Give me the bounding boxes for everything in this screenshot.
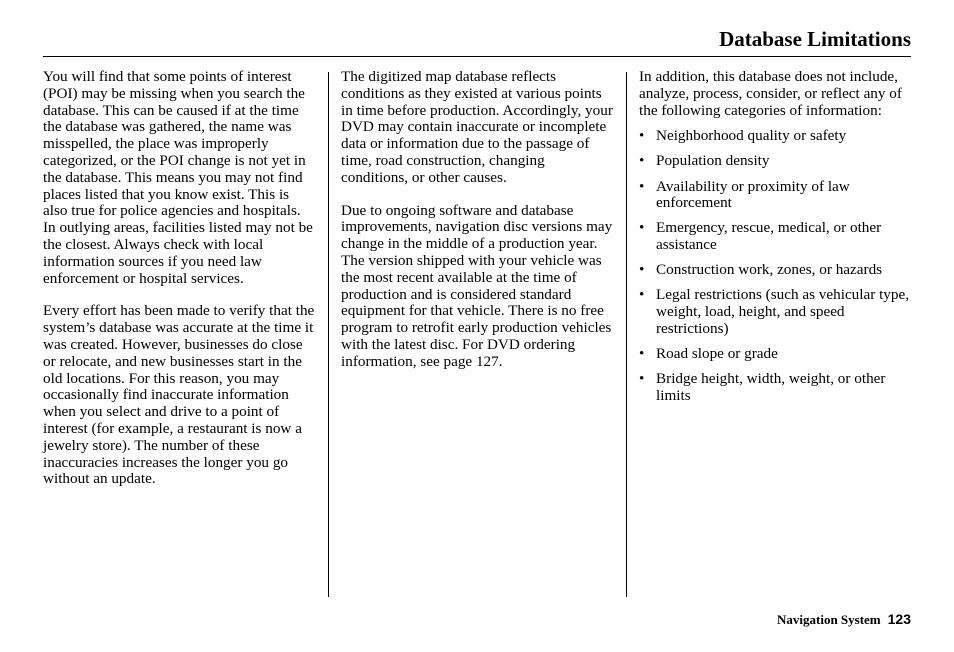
- column-middle: [341, 69, 613, 371]
- column-divider-right: [626, 72, 627, 597]
- paragraph-exclusions-intro: In addition, this database does not include, analyze, process, consider, or reflect any of the following categories of information:: [639, 68, 902, 119]
- page-footer: [777, 609, 911, 630]
- list-item-text: Construction work, zones, or hazards: [656, 261, 883, 279]
- list-item-text: Legal restrictions (such as vehicular type, weight, load, height, and speed restrictions): [656, 286, 910, 338]
- bullet-icon: •: [639, 261, 645, 279]
- bullet-icon: •: [639, 219, 645, 237]
- column-right: [639, 69, 913, 413]
- list-item: [639, 220, 913, 254]
- column-left: [43, 69, 315, 488]
- list-item-text: Bridge height, width, weight, or other limits: [656, 370, 886, 405]
- list-item-text: Neighborhood quality or safety: [656, 127, 847, 145]
- bullet-icon: •: [639, 370, 645, 388]
- bullet-icon: •: [639, 152, 645, 170]
- bullet-icon: •: [639, 177, 645, 195]
- paragraph-map-database: The digitized map database reflects conditions as they existed at various points in time before production. Accordingly, your DVD may contain inaccurate or incomplete data or information due to the passage of time, road construction, changing conditions, or other causes.: [341, 68, 613, 186]
- list-item: [639, 262, 913, 279]
- list-item: [639, 346, 913, 363]
- list-item: [639, 287, 913, 337]
- list-item: [639, 128, 913, 145]
- list-item: [639, 153, 913, 170]
- page-number: 123: [887, 611, 911, 627]
- list-item: [639, 371, 913, 405]
- list-item-text: Emergency, rescue, medical, or other assistance: [656, 219, 882, 254]
- list-item: [639, 179, 913, 213]
- list-item-text: Population density: [656, 152, 770, 170]
- bullet-icon: •: [639, 286, 645, 304]
- list-item-text: Road slope or grade: [656, 345, 778, 363]
- paragraph-database-accuracy: Every effort has been made to verify that the system’s database was accurate at the time it was created. However, businesses do close or relocate, and new businesses start in the old locations. For this reason, you may occasionally find inaccurate information when you select and drive to a point of interest (for example, a restaurant is now a jewelry store). The number of these inaccuracies increases the longer you go without an update.: [43, 302, 315, 488]
- page-title: Database Limitations: [719, 27, 911, 51]
- bullet-icon: •: [639, 127, 645, 145]
- paragraph-disc-versions: Due to ongoing software and database improvements, navigation disc versions may change in the middle of a production year. The version shipped with your vehicle was the most recent available at the time of production and is considered standard equipment for that vehicle. There is no free program to retrofit early production vehicles with the latest disc. For DVD ordering information, see page 127.: [341, 201, 613, 370]
- column-divider-left: [328, 72, 329, 597]
- bullet-icon: •: [639, 345, 645, 363]
- exclusions-list: [639, 128, 913, 404]
- paragraph-poi-missing: You will find that some points of interest (POI) may be missing when you search the database. This can be caused if at the time the database was gathered, the name was misspelled, the place was improperly categorized, or the POI change is not yet in the database. This means you may not find places listed that you know exist. This is also true for police agencies and hospitals. In outlying areas, facilities listed may not be the closest. Always check with local information sources if you need law enforcement or hospital services.: [43, 68, 313, 287]
- header-rule: [43, 56, 911, 57]
- list-item-text: Availability or proximity of law enforcement: [656, 177, 850, 212]
- footer-section-label: Navigation System: [777, 612, 881, 627]
